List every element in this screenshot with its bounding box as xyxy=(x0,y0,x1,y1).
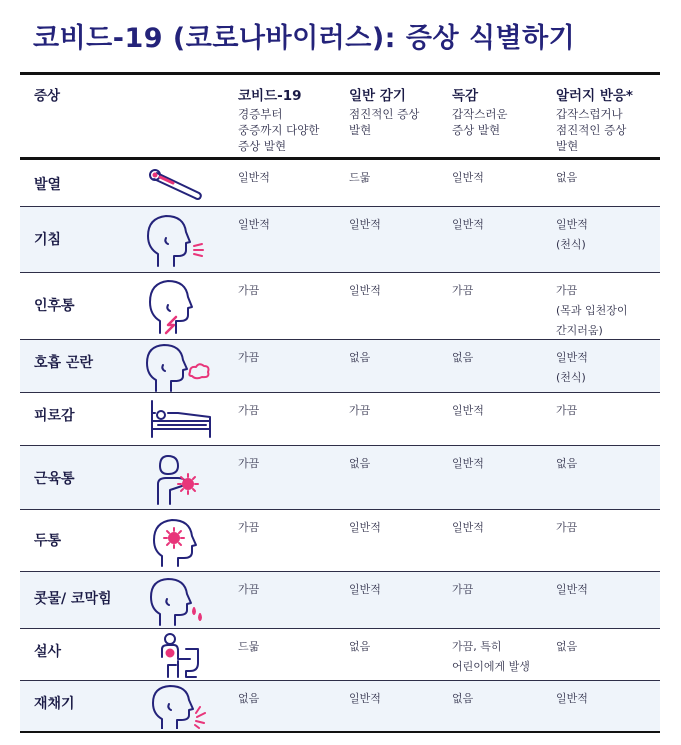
cell-cold: 일반적 xyxy=(349,583,381,596)
cell-covid: 가끔 xyxy=(238,284,260,297)
cell-allergy: 가끔 xyxy=(556,404,578,417)
cell-line: 가끔, 특히 xyxy=(452,640,502,653)
header-cold-sub xyxy=(349,106,419,138)
runny-nose-icon xyxy=(148,576,210,626)
cell-cold: 없음 xyxy=(349,640,371,653)
cell-allergy xyxy=(556,348,588,388)
toilet-icon xyxy=(156,631,202,679)
muscle-pain-icon xyxy=(152,452,200,506)
cell-covid: 가끔 xyxy=(238,351,260,364)
cell-cold: 일반적 xyxy=(349,284,381,297)
cell-covid: 가끔 xyxy=(238,404,260,417)
cell-covid: 가끔 xyxy=(238,521,260,534)
cell-cold: 일반적 xyxy=(349,218,381,231)
cell-line: 어린이에게 발생 xyxy=(452,660,530,673)
cell-covid: 가끔 xyxy=(238,457,260,470)
table-row-muscle-pain xyxy=(20,446,660,510)
cell-allergy xyxy=(556,215,588,255)
cell-covid: 없음 xyxy=(238,692,260,705)
cell-allergy: 일반적 xyxy=(556,692,588,705)
header-covid-name: 코비드-19 xyxy=(238,88,302,104)
table-row-sneezing xyxy=(20,681,660,731)
cell-line: (천식) xyxy=(556,371,586,384)
cell-allergy: 일반적 xyxy=(556,583,588,596)
cell-cold: 없음 xyxy=(349,351,371,364)
cell-allergy xyxy=(556,281,628,341)
breathing-icon xyxy=(144,342,212,392)
cell-line: 가끔 xyxy=(556,284,578,297)
bottom-rule xyxy=(20,731,660,733)
header-covid-sub-line: 증상 발현 xyxy=(238,139,287,153)
header-cold-sub-line: 발현 xyxy=(349,123,372,137)
table-row-cough xyxy=(20,207,660,273)
cough-icon xyxy=(144,212,208,268)
table-row-breathing xyxy=(20,340,660,393)
table-row-sore-throat xyxy=(20,273,660,340)
symptom-label: 콧물/ 코막힘 xyxy=(34,591,112,607)
table-row-fatigue xyxy=(20,393,660,446)
sneeze-icon xyxy=(150,683,214,729)
page-title: 코비드-19 (코로나바이러스): 증상 식별하기 xyxy=(33,23,576,54)
header-allergy xyxy=(556,84,633,154)
symptom-label: 두통 xyxy=(34,533,62,549)
header-covid xyxy=(238,84,319,154)
table-row-headache xyxy=(20,510,660,572)
header-flu-sub-line: 갑작스러운 xyxy=(452,107,508,121)
bed-icon xyxy=(148,397,214,439)
header-symptom xyxy=(34,84,60,104)
symptom-label: 피로감 xyxy=(34,408,75,424)
table-row-runny-nose xyxy=(20,572,660,629)
cell-line: 간지러움) xyxy=(556,324,603,337)
symptom-label: 기침 xyxy=(34,232,62,248)
symptom-label: 재채기 xyxy=(34,696,75,712)
symptom-label: 근육통 xyxy=(34,471,75,487)
cell-covid: 드묾 xyxy=(238,640,260,653)
header-cold-name: 일반 감기 xyxy=(349,88,406,104)
header-flu-name: 독감 xyxy=(452,88,479,104)
cell-line: 일반적 xyxy=(556,351,588,364)
header-flu xyxy=(452,84,508,138)
header-allergy-sub xyxy=(556,106,633,154)
cell-covid: 일반적 xyxy=(238,171,270,184)
cell-cold: 가끔 xyxy=(349,404,371,417)
header-flu-sub-line: 증상 발현 xyxy=(452,123,501,137)
cell-covid: 가끔 xyxy=(238,583,260,596)
table-row-diarrhea xyxy=(20,629,660,681)
top-rule xyxy=(20,72,660,75)
header-allergy-sub-line: 점진적인 증상 xyxy=(556,123,627,137)
header-covid-sub-line: 중증까지 다양한 xyxy=(238,123,320,137)
cell-allergy: 가끔 xyxy=(556,521,578,534)
cell-flu: 없음 xyxy=(452,692,474,705)
cell-allergy: 없음 xyxy=(556,457,578,470)
cell-line: (목과 입천장이 xyxy=(556,304,628,317)
symptom-label: 호흡 곤란 xyxy=(34,355,93,371)
header-allergy-sub-line: 갑작스럽거나 xyxy=(556,107,623,121)
cell-allergy: 없음 xyxy=(556,640,578,653)
cell-cold: 없음 xyxy=(349,457,371,470)
table-row-fever xyxy=(20,160,660,207)
headache-icon xyxy=(152,516,208,568)
header-covid-sub-line: 경증부터 xyxy=(238,107,283,121)
header-flu-sub xyxy=(452,106,508,138)
symptom-label: 인후통 xyxy=(34,298,75,314)
cell-line: 일반적 xyxy=(556,218,588,231)
cell-flu: 가끔 xyxy=(452,284,474,297)
thermometer-icon xyxy=(147,165,205,201)
cell-covid: 일반적 xyxy=(238,218,270,231)
cell-cold: 일반적 xyxy=(349,521,381,534)
cell-cold: 일반적 xyxy=(349,692,381,705)
cell-cold: 드묾 xyxy=(349,171,371,184)
cell-flu: 일반적 xyxy=(452,218,484,231)
cell-flu: 가끔 xyxy=(452,583,474,596)
header-covid-sub xyxy=(238,106,319,154)
header-cold-sub-line: 점진적인 증상 xyxy=(349,107,420,121)
cell-flu: 일반적 xyxy=(452,521,484,534)
symptom-label: 설사 xyxy=(34,644,62,660)
header-allergy-name: 알러지 반응* xyxy=(556,88,633,104)
cell-line: (천식) xyxy=(556,238,586,251)
cell-flu: 없음 xyxy=(452,351,474,364)
cell-flu: 일반적 xyxy=(452,457,484,470)
cell-allergy: 없음 xyxy=(556,171,578,184)
cell-flu: 일반적 xyxy=(452,404,484,417)
symptom-label: 발열 xyxy=(34,177,62,193)
header-cold xyxy=(349,84,419,138)
sore-throat-icon xyxy=(148,277,208,335)
cell-flu xyxy=(452,637,530,677)
cell-flu: 일반적 xyxy=(452,171,484,184)
header-allergy-sub-line: 발현 xyxy=(556,139,579,153)
header-symptom-name: 증상 xyxy=(34,88,61,104)
